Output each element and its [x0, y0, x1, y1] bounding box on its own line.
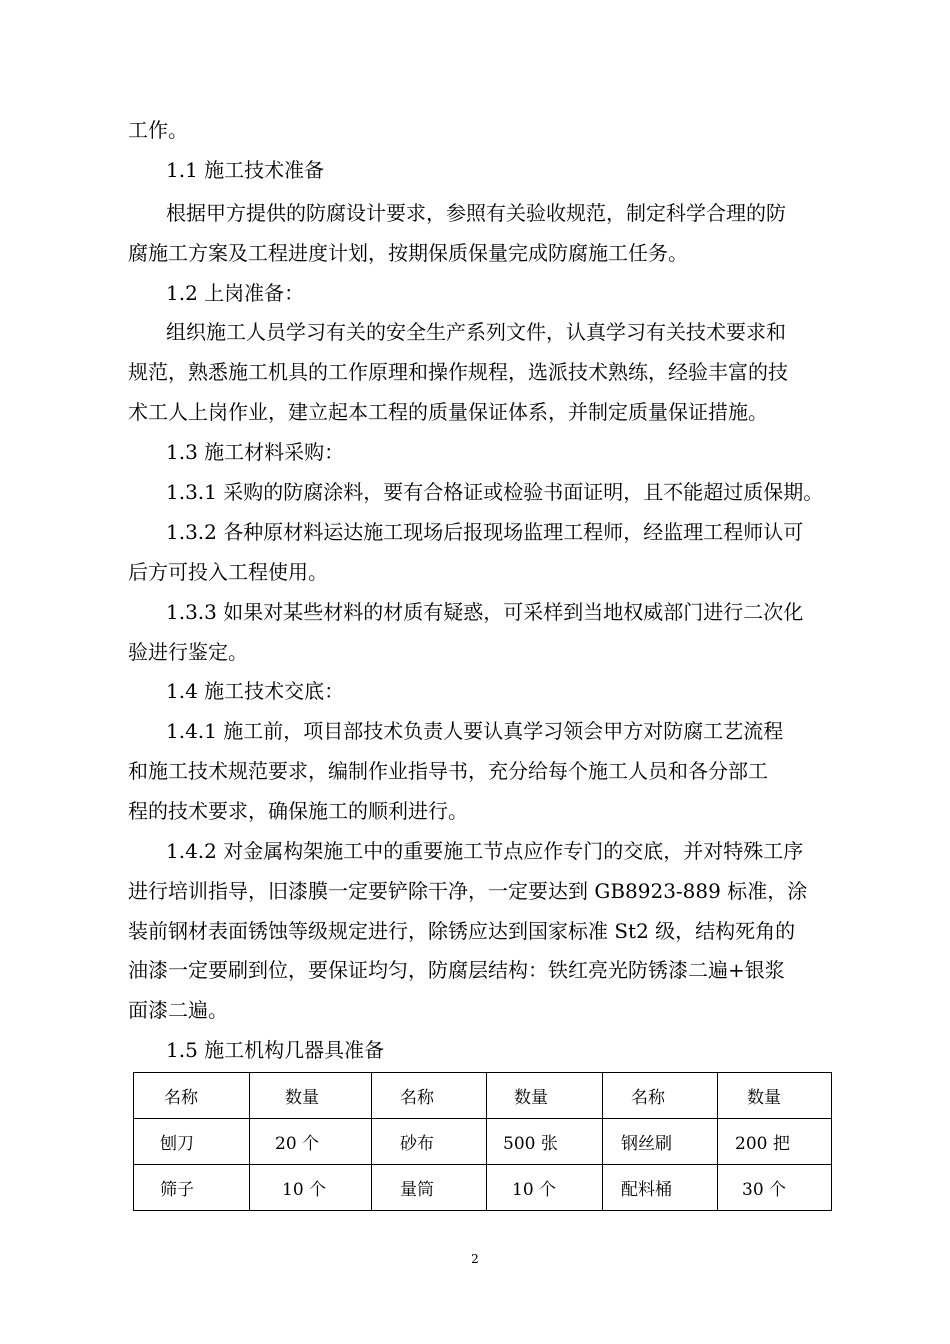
- table-cell-text: 量筒: [400, 1180, 434, 1200]
- text-line: 进行培训指导，旧漆膜一定要铲除干净，一定要达到 GB8923-889 标准，涂: [128, 879, 808, 903]
- table-cell-text: 20 个: [275, 1134, 320, 1154]
- table-cell: [250, 1165, 372, 1211]
- text-line: 1.3.3 如果对某些材料的材质有疑惑，可采样到当地权威部门进行二次化: [166, 600, 804, 624]
- table-cell-text: 10 个: [512, 1180, 557, 1200]
- table-cell: [372, 1119, 487, 1165]
- table-cell: [250, 1073, 372, 1119]
- text-line: 规范，熟悉施工机具的工作原理和操作规程，选派技术熟练，经验丰富的技: [128, 360, 788, 384]
- text-line: 和施工技术规范要求，编制作业指导书，充分给每个施工人员和各分部工: [128, 759, 768, 783]
- text-line: 工作。: [128, 118, 188, 142]
- table-cell: [603, 1073, 718, 1119]
- table-cell: [372, 1165, 487, 1211]
- text-line: 1.4.1 施工前，项目部技术负责人要认真学习领会甲方对防腐工艺流程: [166, 719, 784, 743]
- table-cell: [718, 1073, 832, 1119]
- table-cell-text: 数量: [747, 1088, 781, 1108]
- text-line: 后方可投入工程使用。: [128, 560, 328, 584]
- table-header-row: [134, 1073, 832, 1119]
- table-cell-text: 数量: [285, 1088, 319, 1108]
- text-line: 面漆二遍。: [128, 998, 228, 1022]
- table-cell: [487, 1119, 603, 1165]
- table-cell-text: 200 把: [735, 1134, 790, 1154]
- text-line: 验进行鉴定。: [128, 640, 248, 664]
- table-cell: [718, 1119, 832, 1165]
- table-cell-text: 500 张: [503, 1134, 558, 1154]
- table-row: [134, 1119, 832, 1165]
- text-line: 油漆一定要刷到位，要保证均匀，防腐层结构：铁红亮光防锈漆二遍+银浆: [128, 958, 785, 982]
- section-heading: 1.2 上岗准备：: [166, 281, 305, 305]
- section-heading: 1.5 施工机构几器具准备: [166, 1038, 385, 1062]
- table-cell-text: 名称: [164, 1088, 198, 1108]
- table-cell-text: 30 个: [742, 1180, 787, 1200]
- table-cell: [134, 1073, 250, 1119]
- table-cell: [134, 1165, 250, 1211]
- table-cell-text: 名称: [631, 1088, 665, 1108]
- table-cell-text: 砂布: [400, 1134, 434, 1154]
- text-line: 根据甲方提供的防腐设计要求，参照有关验收规范，制定科学合理的防: [166, 201, 786, 225]
- section-heading: 1.3 施工材料采购：: [166, 440, 345, 464]
- table-cell: [718, 1165, 832, 1211]
- table-cell: [603, 1119, 718, 1165]
- page-number: 2: [471, 1252, 479, 1266]
- text-line: 1.3.2 各种原材料运达施工现场后报现场监理工程师，经监理工程师认可: [166, 520, 804, 544]
- text-line: 1.3.1 采购的防腐涂料，要有合格证或检验书面证明，且不能超过质保期。: [166, 480, 824, 504]
- table-cell: [372, 1073, 487, 1119]
- equipment-table: [133, 1072, 832, 1211]
- table-cell-text: 筛子: [160, 1180, 194, 1200]
- text-line: 腐施工方案及工程进度计划，按期保质保量完成防腐施工任务。: [128, 241, 688, 265]
- text-line: 1.4.2 对金属构架施工中的重要施工节点应作专门的交底，并对特殊工序: [166, 839, 804, 863]
- table-cell: [134, 1119, 250, 1165]
- table-cell: [250, 1119, 372, 1165]
- table-cell-text: 配料桶: [621, 1180, 672, 1200]
- table-cell: [487, 1165, 603, 1211]
- table-cell-text: 10 个: [282, 1180, 327, 1200]
- text-line: 装前钢材表面锈蚀等级规定进行，除锈应达到国家标准 St2 级，结构死角的: [128, 919, 796, 943]
- text-line: 组织施工人员学习有关的安全生产系列文件，认真学习有关技术要求和: [166, 320, 786, 344]
- text-line: 术工人上岗作业，建立起本工程的质量保证体系，并制定质量保证措施。: [128, 400, 768, 424]
- section-heading: 1.4 施工技术交底：: [166, 679, 345, 703]
- text-line: 程的技术要求，确保施工的顺利进行。: [128, 799, 468, 823]
- table-row: [134, 1165, 832, 1211]
- table-cell: [603, 1165, 718, 1211]
- table-cell: [487, 1073, 603, 1119]
- table-cell-text: 刨刀: [160, 1134, 194, 1154]
- table-cell-text: 钢丝刷: [621, 1134, 672, 1154]
- section-heading: 1.1 施工技术准备: [166, 158, 325, 182]
- table-cell-text: 名称: [400, 1088, 434, 1108]
- table-cell-text: 数量: [514, 1088, 548, 1108]
